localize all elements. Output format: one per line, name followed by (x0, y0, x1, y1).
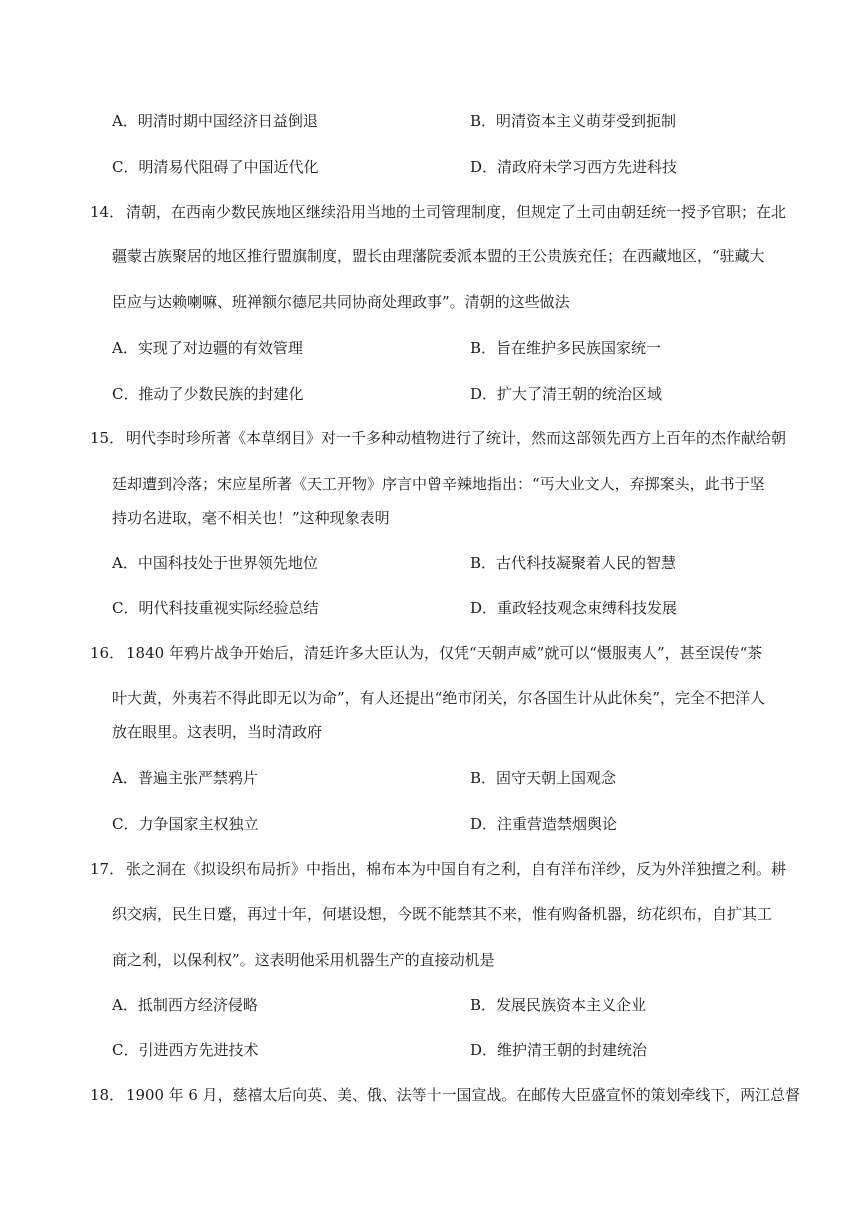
question-stem-line: 持功名进取，毫不相关也！”这种现象表明 (112, 509, 390, 527)
question-stem-line: 疆蒙古族聚居的地区推行盟旗制度，盟长由理藩院委派本盟的王公贵族充任；在西藏地区，“驻藏大 (112, 247, 765, 265)
question-number: 14． (90, 203, 125, 221)
q15-option-b[interactable]: B．古代科技凝聚着人民的智慧 (470, 554, 677, 572)
q17-option-b[interactable]: B．发展民族资本主义企业 (470, 996, 647, 1014)
question-number: 18． (90, 1086, 125, 1104)
q17-option-d[interactable]: D．维护清王朝的封建统治 (470, 1041, 648, 1059)
question-stem-line: 商之利，以保利权”。这表明他采用机器生产的直接动机是 (112, 951, 495, 969)
question-stem-line: 叶大黄，外夷若不得此即无以为命”，有人还提出“绝市闭关，尔各国生计从此休矣”，完全不把洋人 (112, 689, 766, 707)
question-stem-line: 1840 年鸦片战争开始后，清廷许多大臣认为，仅凭“天朝声威”就可以“慑服夷人”，甚至误传“茶 (126, 644, 763, 662)
q14-option-d[interactable]: D．扩大了清王朝的统治区域 (470, 385, 663, 403)
question-stem-line: 清朝，在西南少数民族地区继续沿用当地的土司管理制度，但规定了土司由朝廷统一授予官职；在北 (126, 203, 787, 221)
question-stem-line: 明代李时珍所著《本草纲目》对一千多种动植物进行了统计，然而这部领先西方上百年的杰作献给朝 (126, 429, 787, 447)
q16-option-a[interactable]: A．普遍主张严禁鸦片 (112, 769, 258, 787)
q13-option-a[interactable]: A．明清时期中国经济日益倒退 (112, 112, 318, 130)
q14-option-b[interactable]: B．旨在维护多民族国家统一 (470, 339, 662, 357)
q17-option-c[interactable]: C．引进西方先进技术 (112, 1041, 259, 1059)
q13-option-d[interactable]: D．清政府未学习西方先进科技 (470, 158, 678, 176)
question-stem-line: 张之洞在《拟设织布局折》中指出，棉布本为中国自有之利，自有洋布洋纱，反为外洋独擅之利。耕 (126, 860, 787, 878)
q13-option-c[interactable]: C．明清易代阻碍了中国近代化 (112, 158, 319, 176)
q13-option-b[interactable]: B．明清资本主义萌芽受到扼制 (470, 112, 677, 130)
question-stem-line: 织交病，民生日蹙，再过十年，何堪设想，今既不能禁其不来，惟有购备机器，纺花织布，自扩其工 (112, 905, 773, 923)
question-stem-line: 放在眼里。这表明，当时清政府 (112, 723, 323, 741)
q15-option-a[interactable]: A．中国科技处于世界领先地位 (112, 554, 318, 572)
q14-option-a[interactable]: A．实现了对边疆的有效管理 (112, 339, 303, 357)
q16-option-d[interactable]: D．注重营造禁烟舆论 (470, 815, 618, 833)
question-number: 15． (90, 429, 125, 447)
question-stem-line: 臣应与达赖喇嘛、班禅额尔德尼共同协商处理政事”。清朝的这些做法 (112, 293, 570, 311)
q16-option-b[interactable]: B．固守天朝上国观念 (470, 769, 617, 787)
q16-option-c[interactable]: C．力争国家主权独立 (112, 815, 259, 833)
q17-option-a[interactable]: A．抵制西方经济侵略 (112, 996, 258, 1014)
question-number: 17． (90, 860, 125, 878)
question-number: 16． (90, 644, 125, 662)
question-stem-line: 廷却遭到冷落；宋应星所著《天工开物》序言中曾辛辣地指出：“丐大业文人，弃掷案头，此书于坚 (112, 475, 765, 493)
q15-option-c[interactable]: C．明代科技重视实际经验总结 (112, 599, 319, 617)
question-stem-line: 1900 年 6 月，慈禧太后向英、美、俄、法等十一国宣战。在邮传大臣盛宣怀的策划牵线下，两江总督 (126, 1086, 800, 1104)
q14-option-c[interactable]: C．推动了少数民族的封建化 (112, 385, 304, 403)
q15-option-d[interactable]: D．重政轻技观念束缚科技发展 (470, 599, 678, 617)
